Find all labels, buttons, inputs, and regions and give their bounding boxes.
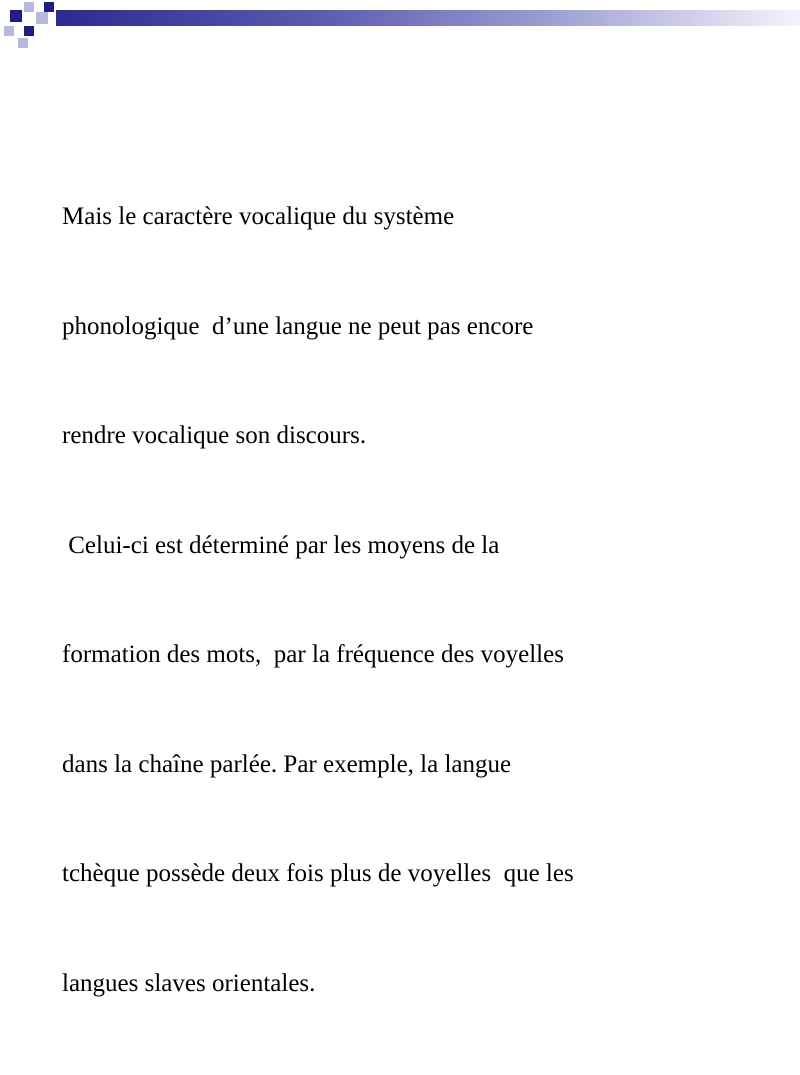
corner-square-light-2 [36, 12, 48, 24]
text-line-1: Mais le caractère vocalique du système [62, 203, 455, 230]
text-line-7: tchèque possède deux fois plus de voyelles que les [62, 860, 574, 887]
text-line-3: rendre vocalique son discours. [62, 422, 367, 449]
corner-square-light-3 [4, 26, 14, 36]
header-gradient-bar [56, 10, 800, 26]
body-text [62, 126, 752, 1075]
corner-square-light-1 [24, 2, 34, 12]
text-line-4: Celui-ci est déterminé par les moyens de la [62, 531, 500, 559]
corner-square-dark-2 [44, 2, 54, 12]
text-line-8: langues slaves orientales. [62, 969, 316, 997]
corner-square-dark-3 [24, 26, 34, 36]
text-line-5: formation des mots, par la fréquence des voyelles [62, 641, 564, 668]
text-line-6: dans la chaîne parlée. Par exemple, la langue [62, 750, 512, 778]
text-line-2: phonologique d’une langue ne peut pas encore [62, 312, 534, 340]
corner-square-light-4 [18, 38, 28, 48]
corner-square-dark-1 [10, 10, 22, 22]
